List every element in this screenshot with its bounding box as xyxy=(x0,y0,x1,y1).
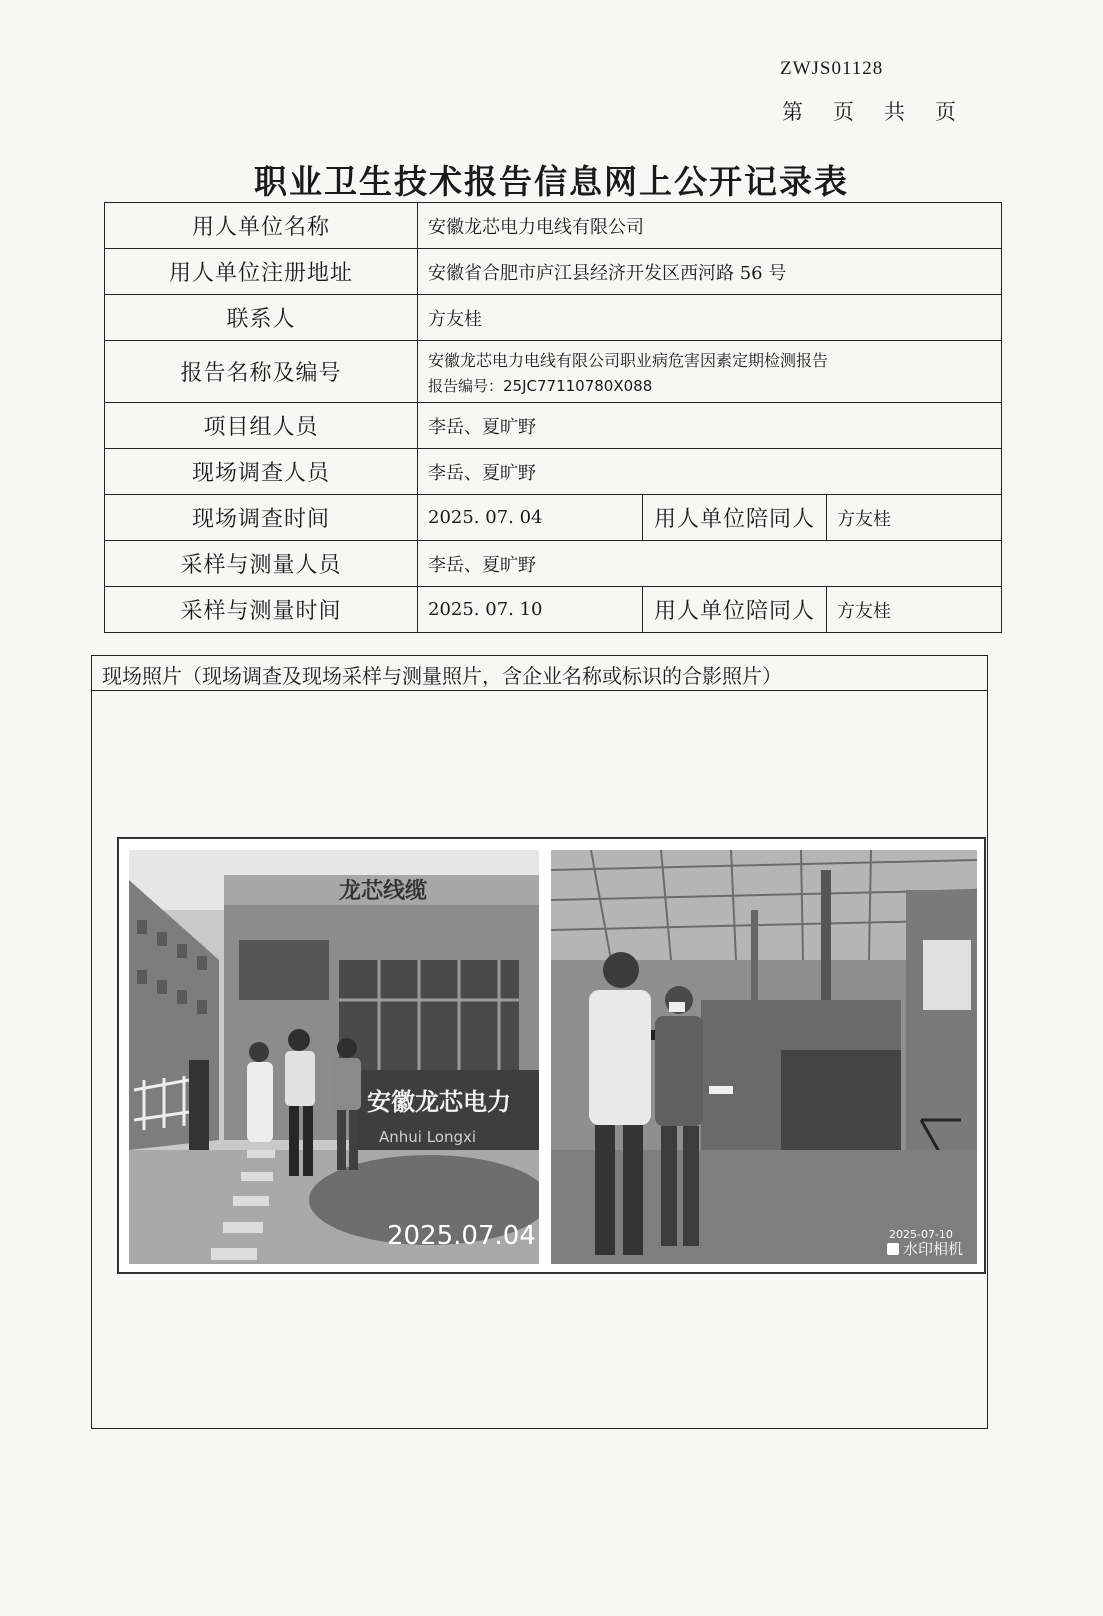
page-label-4: 页 xyxy=(935,100,956,124)
building-sign-top: 龙芯线缆 xyxy=(339,879,428,904)
workshop-photo-image xyxy=(551,850,977,1264)
page-label-2: 页 xyxy=(833,100,854,124)
sampling-staff-value: 李岳、夏旷野 xyxy=(418,541,1002,587)
table-row xyxy=(105,341,1002,403)
sampling-accomp-value: 方友桂 xyxy=(827,587,1002,633)
photo-date-stamp: 2025.07.04 xyxy=(387,1221,536,1251)
survey-time-value: 2025. 07. 04 xyxy=(418,495,643,541)
photo-frame xyxy=(117,837,986,1274)
table-row xyxy=(105,249,1002,295)
report-number: 报告编号：25JC77110780X088 xyxy=(428,376,653,395)
table-row xyxy=(105,203,1002,249)
document-code: ZWJS01128 xyxy=(780,58,884,79)
report-cell xyxy=(418,341,1002,403)
table-row xyxy=(105,541,1002,587)
report-name: 安徽龙芯电力电线有限公司职业病危害因素定期检测报告 xyxy=(428,350,829,370)
table-row xyxy=(105,495,1002,541)
page-label-1: 第 xyxy=(782,100,803,124)
address-value: 安徽省合肥市庐江县经济开发区西河路 56 号 xyxy=(418,249,1002,295)
page-label-3: 共 xyxy=(884,100,905,124)
info-table xyxy=(104,202,1002,633)
sampling-staff-label: 采样与测量人员 xyxy=(105,541,418,587)
table-row xyxy=(105,403,1002,449)
team-value: 李岳、夏旷野 xyxy=(418,403,1002,449)
table-row xyxy=(105,449,1002,495)
contact-label: 联系人 xyxy=(105,295,418,341)
survey-time-label: 现场调查时间 xyxy=(105,495,418,541)
employer-name-label: 用人单位名称 xyxy=(105,203,418,249)
table-row xyxy=(105,587,1002,633)
sampling-accomp-label: 用人单位陪同人 xyxy=(643,587,827,633)
survey-accomp-value: 方友桂 xyxy=(827,495,1002,541)
entrance-photo xyxy=(129,850,539,1264)
survey-staff-value: 李岳、夏旷野 xyxy=(418,449,1002,495)
entrance-photo-image xyxy=(129,850,539,1264)
table-row xyxy=(105,295,1002,341)
sampling-time-label: 采样与测量时间 xyxy=(105,587,418,633)
front-sign-pinyin: Anhui Longxi xyxy=(379,1128,477,1146)
team-label: 项目组人员 xyxy=(105,403,418,449)
report-label: 报告名称及编号 xyxy=(105,341,418,403)
page-title: 职业卫生技术报告信息网上公开记录表 xyxy=(254,162,849,201)
photo-section-header: 现场照片（现场调查及现场采样与测量照片，含企业名称或标识的合影照片） xyxy=(91,655,988,691)
survey-accomp-label: 用人单位陪同人 xyxy=(643,495,827,541)
workshop-photo xyxy=(551,850,977,1264)
contact-value: 方友桂 xyxy=(418,295,1002,341)
page-count xyxy=(782,96,956,126)
photo-timestamp: 2025-07-10 xyxy=(889,1228,953,1241)
sampling-time-value: 2025. 07. 10 xyxy=(418,587,643,633)
employer-name-value: 安徽龙芯电力电线有限公司 xyxy=(418,203,1002,249)
address-label: 用人单位注册地址 xyxy=(105,249,418,295)
watermark-camera-label: 水印相机 xyxy=(903,1240,964,1258)
front-sign-text: 安徽龙芯电力 xyxy=(367,1088,511,1116)
survey-staff-label: 现场调查人员 xyxy=(105,449,418,495)
